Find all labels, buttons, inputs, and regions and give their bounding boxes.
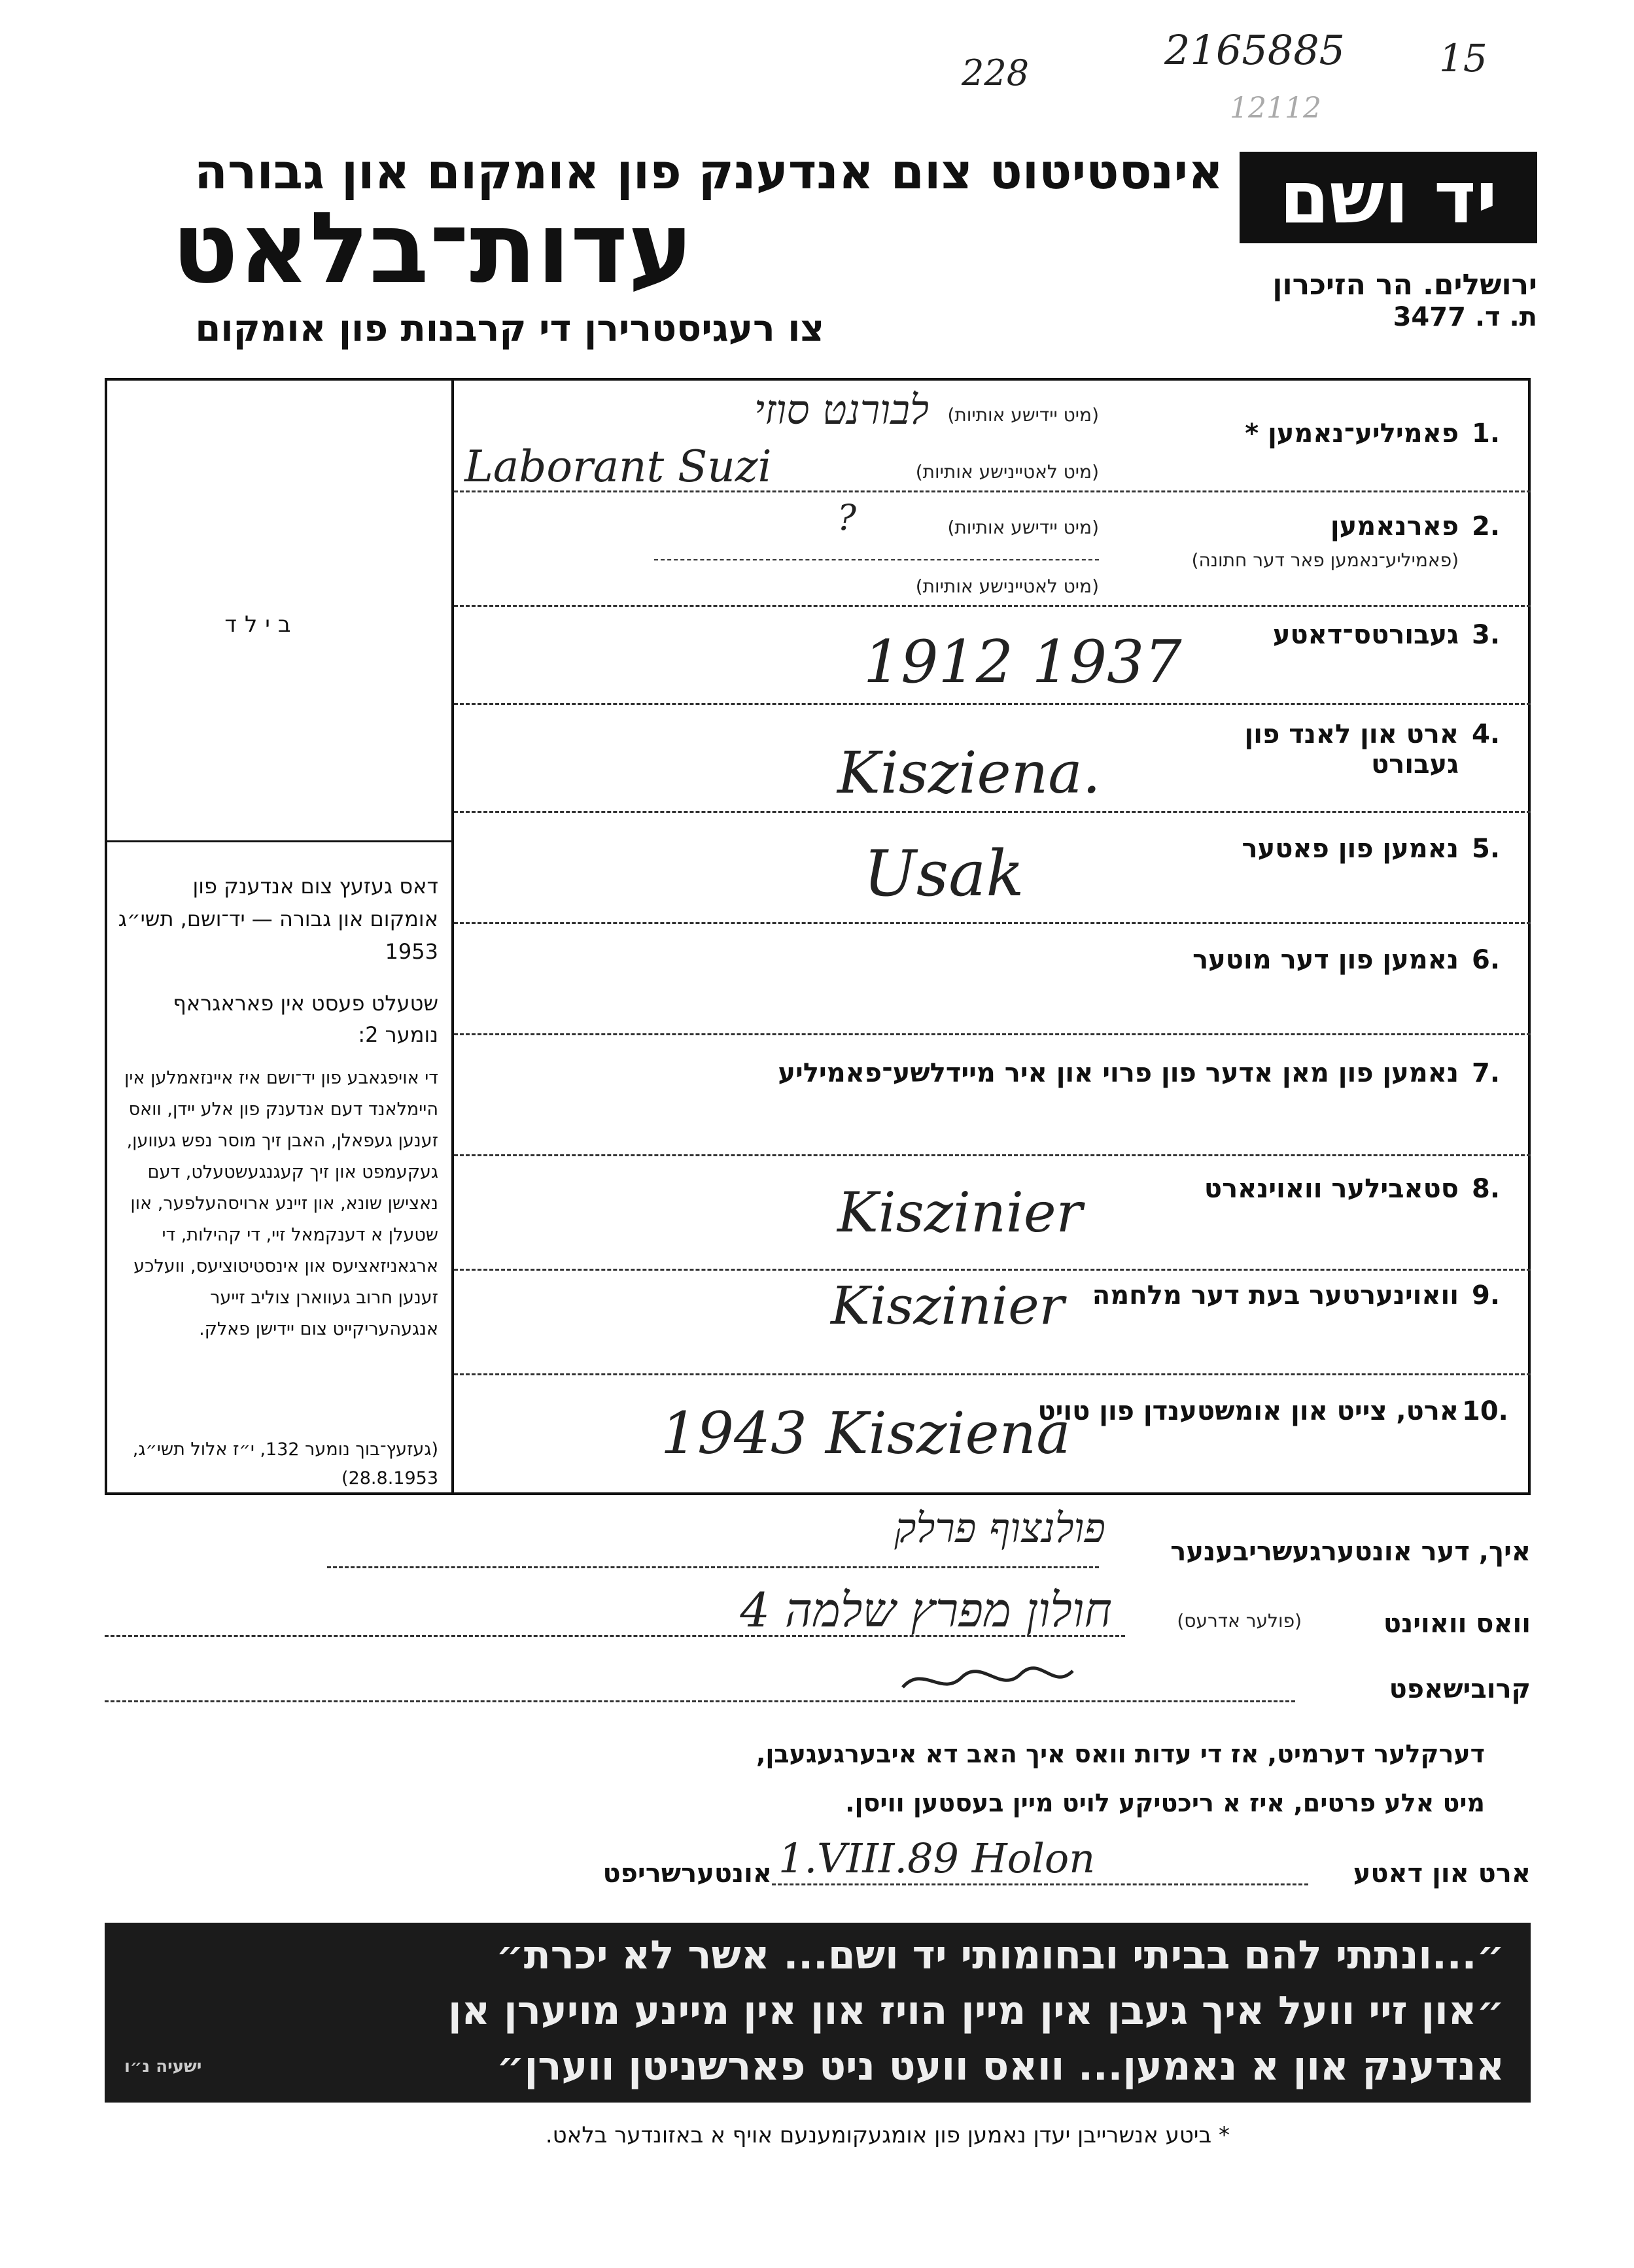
field-1-hand-yiddish: לבורנט סוזי <box>754 386 929 434</box>
relation-scribble <box>896 1658 1079 1704</box>
field-5-hand: Usak <box>863 837 1024 910</box>
field-1-number: 1. <box>1472 419 1501 449</box>
archive-number: 2165885 <box>1164 26 1346 74</box>
row-divider <box>454 1269 1531 1271</box>
signature-label: אונטערשריפט <box>602 1859 772 1889</box>
faint-number: 12112 <box>1230 92 1321 125</box>
field-10-hand: 1943 Kisziena <box>661 1400 1071 1467</box>
field-2-sub-maiden: (פאמיליע־נאמען פאר דער חתונה) <box>1191 549 1459 571</box>
field-7-label: נאמען פון מאן אדער פון פרוי און איר מיידלשע־פאמיליע <box>778 1058 1459 1088</box>
place-date-label: ארט און דאטע <box>1353 1859 1531 1889</box>
declaration-line-2: מיט אלע פרטים, איז א ריכטיקע לויט מיין בעסטען וויסן. <box>845 1789 1485 1817</box>
row-divider <box>454 703 1531 705</box>
field-2-sub-latin: (מיט לאטיינישע אותיות) <box>915 576 1099 597</box>
place-date-hand: 1.VIII.89 Holon <box>778 1834 1096 1882</box>
signer-address-hand: חולון מפרץ שלמה 4 <box>740 1583 1112 1638</box>
signer-address-label: וואס וואוינט <box>1383 1609 1531 1639</box>
field-6-label: נאמען פון דער מוטער <box>1192 945 1459 975</box>
field-1-sub-yiddish: (מיט יידישע אותיות) <box>947 404 1099 426</box>
footnote: * ביטע אנשרייבן יעדן נאמען פון אומגעקומענעם אויף א באזונדער בלאט. <box>545 2122 1230 2148</box>
field-3-hand: 1912 1937 <box>863 628 1182 696</box>
banner-source: ישעיה נ״ו <box>124 2057 202 2076</box>
law-paragraph-2: שטעלט פעסט אין פאראגראף נומער 2: <box>173 991 438 1047</box>
field-9-label: וואוינערטער בעת דער מלחמה <box>1092 1280 1459 1311</box>
signer-address-note: (פולער אדרעס) <box>1177 1610 1302 1632</box>
field-2-label: פארנאמען <box>1330 511 1459 541</box>
field-4-number: 4. <box>1472 719 1501 749</box>
field-8-number: 8. <box>1472 1174 1501 1204</box>
relation-label: קרובישאפט <box>1389 1674 1531 1704</box>
field-10-number: 10. <box>1462 1396 1508 1426</box>
page-subtitle: צו רעגיסטרירן די קרבנות פון אומקום <box>195 307 824 350</box>
field-8-hand: Kiszinier <box>837 1180 1083 1245</box>
po-box: ת. ד. 3477 <box>1393 302 1537 332</box>
field-5-label: נאמען פון פאטער <box>1242 834 1459 864</box>
field-4-label: ארט און לאנד פון געבורט <box>1244 719 1459 780</box>
law-paragraph-3: די אויפגאבע פון יד־ושם איז איינזאמלען אין היימלאנד דעם אנדענק פון אלע יידן, וואס זענען געפאלן, האבן זיך מוסר נפש געווען, געקעמפט און זיך קעגנגעשטעלט, דעם נאצישן שונא, און זיינע ארויסהעלפער, און שטעלן א דענקמאל זיי, די קהילות, די ארגאניזאציעס און אינסטיטוציעס, וועלכע זענען חרוב געווארן צוליב זייער אנגעהעריקייט צום יידישן פאלק. <box>124 1068 438 1339</box>
field-4-hand: Kisziena. <box>837 739 1101 806</box>
yad-vashem-logo: יד ושם <box>1240 152 1537 243</box>
relation-line <box>105 1700 1295 1702</box>
banner-line-2: ״און זיי וועל איך געבן אין מיין הויז און אין מיינע מויערן אן <box>447 1988 1504 2034</box>
field-9-number: 9. <box>1472 1280 1501 1311</box>
declaration-line-1: דערקלער דערמיט, אז די עדות וואס איך האב דא איבערגעגעבן, <box>756 1740 1485 1768</box>
banner-line-1: ״...ונתתי להם בביתי ובחומותי יד ושם... אשר לא יכרת״ <box>496 1933 1504 1978</box>
row-divider <box>454 605 1531 607</box>
quote-banner <box>105 1923 1531 2103</box>
page-title: עדות־בלאט <box>171 192 693 305</box>
signer-name-label: איך, דער אונטערגעשריבענער <box>1170 1537 1531 1567</box>
field-3-number: 3. <box>1472 620 1501 650</box>
field-2-line <box>654 559 1099 560</box>
row-divider <box>454 811 1531 813</box>
law-paragraph-1: דאס געזעץ צום אנדענק פון אומקום און גבורה — יד־ושם, תשי״ג 1953 <box>118 874 438 964</box>
signer-name-line <box>327 1566 1099 1568</box>
signer-name-hand: פולנצוף פרלק <box>894 1504 1105 1552</box>
corner-mark: 15 <box>1439 36 1487 80</box>
field-10-label: ארט, צייט און אומשטענדן פון טויט <box>1037 1396 1459 1426</box>
field-1-hand-latin: Laborant Suzi <box>464 441 772 492</box>
address: ירושלים. הר הזיכרון <box>1272 268 1537 301</box>
law-reference: (געזעץ־בוך נומער 132, י״ז אלול תשי״ג, 28.8.1953) <box>132 1439 438 1488</box>
signer-address-line <box>105 1635 1125 1637</box>
column-divider <box>451 378 454 1495</box>
field-8-label: סטאבילער וואוינארט <box>1204 1174 1459 1204</box>
photo-box-divider <box>105 840 451 842</box>
row-divider <box>454 1154 1531 1156</box>
field-1-sub-latin: (מיט לאטיינישע אותיות) <box>915 461 1099 483</box>
field-1-label: פאמיליע־נאמען * <box>1245 419 1459 449</box>
field-9-hand: Kiszinier <box>831 1275 1064 1336</box>
row-divider <box>454 1373 1531 1375</box>
field-2-sub-yiddish: (מיט יידישע אותיות) <box>947 517 1099 538</box>
field-6-number: 6. <box>1472 945 1501 975</box>
field-3-label: געבורטס־דאטע <box>1272 620 1459 650</box>
photo-label: בילד <box>224 611 299 638</box>
banner-line-3: אנדענק און א נאמען... וואס וועט ניט פארשניטן ווערן״ <box>496 2044 1504 2089</box>
row-divider <box>454 1033 1531 1035</box>
field-5-number: 5. <box>1472 834 1501 864</box>
field-2-hand: ? <box>837 497 856 538</box>
place-date-line <box>772 1883 1308 1885</box>
institute-name: אינסטיטוט צום אנדענק פון אומקום און גבורה <box>194 144 1223 200</box>
row-divider <box>454 922 1531 924</box>
page-number: 228 <box>962 52 1030 94</box>
field-7-number: 7. <box>1472 1058 1501 1088</box>
field-2-number: 2. <box>1472 511 1501 541</box>
